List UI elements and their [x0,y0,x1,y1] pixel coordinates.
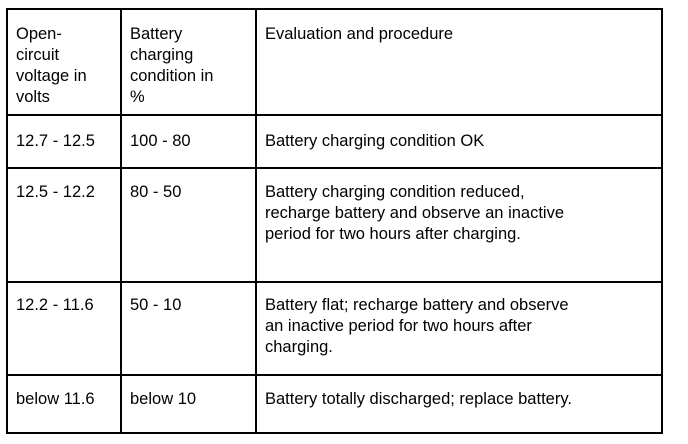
cell-condition: 80 - 50 [121,168,256,282]
table-header-row [7,9,662,115]
cell-evaluation: Battery charging condition reduced, recharge battery and observe an inactive period for two hours after charging. [256,168,662,282]
cell-condition: below 10 [121,375,256,433]
cell-evaluation: Battery totally discharged; replace battery. [256,375,662,433]
cell-evaluation: Battery charging condition OK [256,115,662,168]
table-row [7,115,662,168]
cell-condition: 100 - 80 [121,115,256,168]
battery-voltage-table [6,8,663,434]
table-row [7,375,662,433]
cell-voltage: 12.5 - 12.2 [7,168,121,282]
cell-evaluation: Battery flat; recharge battery and observe an inactive period for two hours after charging. [256,282,662,375]
cell-voltage: below 11.6 [7,375,121,433]
cell-condition: 50 - 10 [121,282,256,375]
cell-voltage: 12.2 - 11.6 [7,282,121,375]
table-row [7,282,662,375]
table-row [7,168,662,282]
cell-voltage: 12.7 - 12.5 [7,115,121,168]
header-charging-condition: Battery charging condition in % [121,9,256,115]
header-evaluation: Evaluation and procedure [256,9,662,115]
header-voltage: Open- circuit voltage in volts [7,9,121,115]
